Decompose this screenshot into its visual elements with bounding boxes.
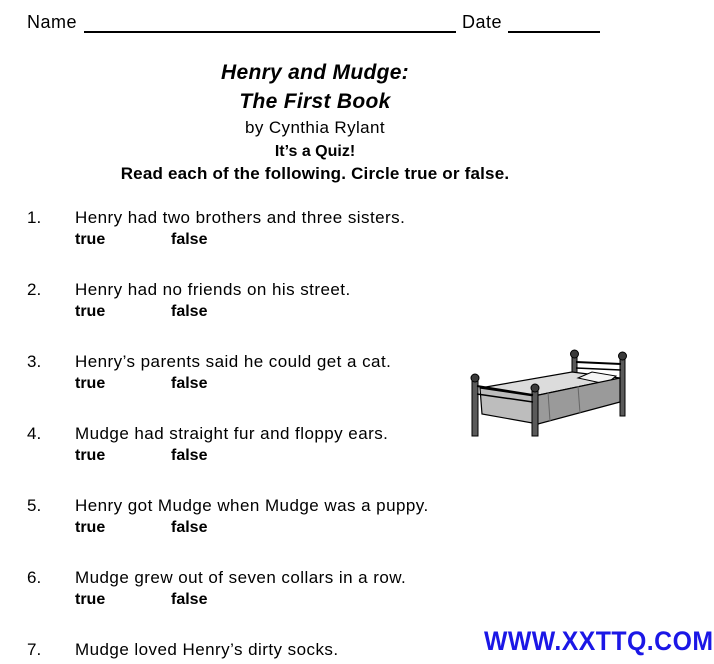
question-text: Henry got Mudge when Mudge was a puppy. bbox=[75, 496, 429, 515]
question-number: 4. bbox=[27, 424, 42, 443]
name-label: Name bbox=[27, 12, 78, 32]
question-text: Henry had no friends on his street. bbox=[75, 280, 351, 299]
option-false[interactable]: false bbox=[171, 231, 208, 248]
option-false[interactable]: false bbox=[171, 303, 208, 320]
date-field-line[interactable] bbox=[508, 31, 600, 33]
option-false[interactable]: false bbox=[171, 375, 208, 392]
bed-icon bbox=[468, 344, 628, 438]
option-false[interactable]: false bbox=[171, 447, 208, 464]
question-text: Mudge grew out of seven collars in a row. bbox=[75, 568, 407, 587]
question-number: 1. bbox=[27, 208, 42, 227]
question-text: Mudge had straight fur and floppy ears. bbox=[75, 424, 389, 443]
title-line-2: The First Book bbox=[239, 90, 391, 113]
question-number: 6. bbox=[27, 568, 42, 587]
question-item-1 bbox=[0, 208, 681, 260]
option-false[interactable]: false bbox=[171, 591, 208, 608]
question-item-5 bbox=[0, 496, 681, 548]
instructions: Read each of the following. Circle true or false. bbox=[120, 164, 510, 183]
watermark-text: WWW.XXTTQ.COM bbox=[484, 626, 714, 656]
question-text: Henry’s parents said he could get a cat. bbox=[75, 352, 392, 371]
option-true[interactable]: true bbox=[75, 591, 106, 608]
question-number: 2. bbox=[27, 280, 42, 299]
question-text: Henry had two brothers and three sisters. bbox=[75, 208, 406, 227]
title-line-1: Henry and Mudge: bbox=[221, 61, 409, 84]
quiz-label: It’s a Quiz! bbox=[274, 143, 356, 160]
question-item-6 bbox=[0, 568, 681, 620]
question-number: 3. bbox=[27, 352, 42, 371]
option-true[interactable]: true bbox=[75, 447, 106, 464]
option-true[interactable]: true bbox=[75, 519, 106, 536]
option-true[interactable]: true bbox=[75, 231, 106, 248]
author-line: by Cynthia Rylant bbox=[244, 118, 386, 137]
question-number: 5. bbox=[27, 496, 42, 515]
question-text: Mudge loved Henry’s dirty socks. bbox=[75, 640, 339, 659]
question-number: 7. bbox=[27, 640, 42, 659]
name-field-line[interactable] bbox=[84, 31, 456, 33]
option-true[interactable]: true bbox=[75, 303, 106, 320]
option-true[interactable]: true bbox=[75, 375, 106, 392]
date-label: Date bbox=[462, 12, 503, 32]
question-item-2 bbox=[0, 280, 681, 332]
option-false[interactable]: false bbox=[171, 519, 208, 536]
